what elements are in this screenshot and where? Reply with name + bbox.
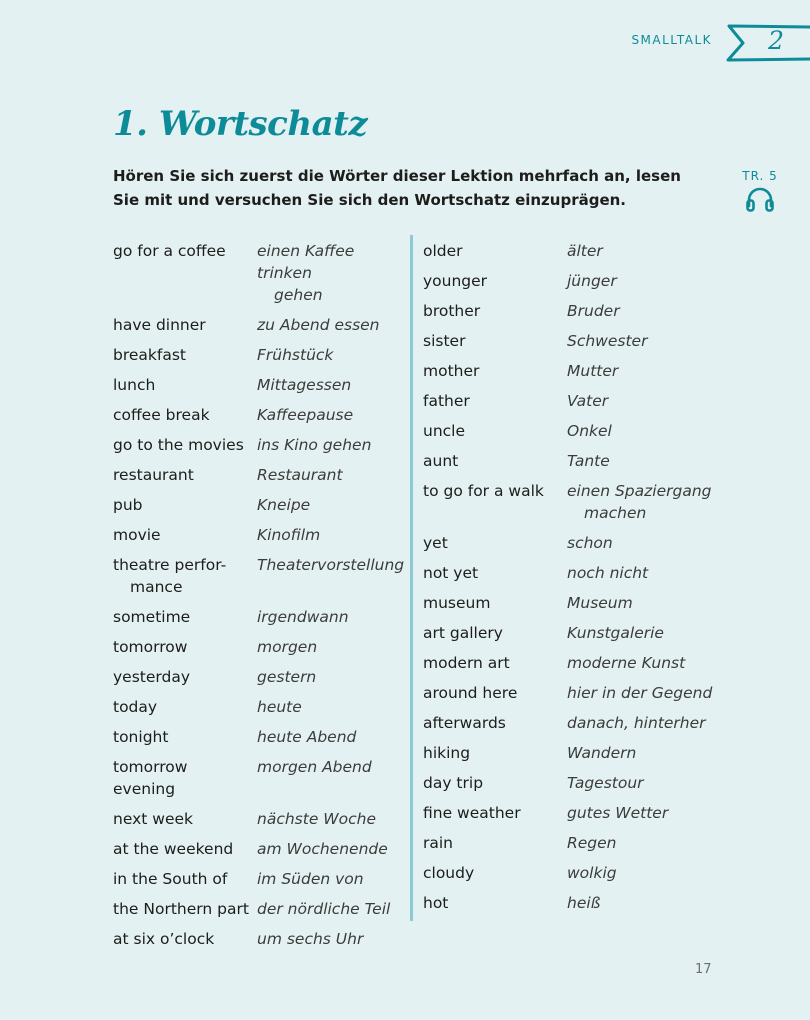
chapter-number: 2 — [768, 26, 784, 55]
english-term-line: aunt — [423, 452, 459, 470]
english-term-line: afterwards — [423, 714, 506, 732]
english-term — [113, 666, 257, 688]
german-translation — [257, 494, 403, 516]
german-translation-line: Mittagessen — [257, 376, 352, 394]
english-term — [423, 300, 567, 322]
english-term-line: day trip — [423, 774, 484, 792]
german-translation — [257, 314, 403, 336]
vocab-row — [113, 726, 403, 748]
german-translation — [567, 832, 723, 854]
english-term — [113, 434, 257, 456]
german-translation-line: heute — [257, 698, 302, 716]
german-translation — [567, 450, 723, 472]
german-translation-line: Regen — [567, 834, 617, 852]
german-translation-line: gestern — [257, 668, 317, 686]
german-translation — [567, 270, 723, 292]
english-term-line: coffee break — [113, 406, 210, 424]
vocab-row — [113, 606, 403, 628]
german-translation — [567, 240, 723, 262]
english-term — [113, 726, 257, 748]
english-term — [113, 344, 257, 366]
german-translation-line: gutes Wetter — [567, 804, 669, 822]
english-term — [113, 868, 257, 890]
english-term — [423, 450, 567, 472]
english-term — [113, 494, 257, 516]
english-term-line: yesterday — [113, 668, 191, 686]
english-term — [113, 898, 257, 920]
vocab-row — [423, 742, 723, 764]
german-translation — [257, 808, 403, 830]
german-translation — [567, 742, 723, 764]
german-translation-line: Tante — [567, 452, 610, 470]
english-term — [423, 480, 567, 524]
english-term-line: mance — [130, 578, 183, 596]
vocab-row — [113, 434, 403, 456]
english-term-line: lunch — [113, 376, 156, 394]
english-term-line: mother — [423, 362, 480, 380]
german-translation — [567, 300, 723, 322]
german-translation-line: Mutter — [567, 362, 619, 380]
german-translation-line: Tagestour — [567, 774, 644, 792]
german-translation-line: gehen — [274, 286, 323, 304]
english-term-line: to go for a walk — [423, 482, 544, 500]
german-translation-line: Kunstgalerie — [567, 624, 664, 642]
english-term — [113, 524, 257, 546]
german-translation — [567, 802, 723, 824]
english-term — [113, 314, 257, 336]
german-translation — [567, 360, 723, 382]
english-term-line: today — [113, 698, 158, 716]
german-translation-line: ins Kino gehen — [257, 436, 372, 454]
vocab-row — [423, 682, 723, 704]
vocab-row — [423, 300, 723, 322]
vocab-row — [113, 928, 403, 950]
english-term-line: cloudy — [423, 864, 475, 882]
english-term — [423, 532, 567, 554]
german-translation-line: Restaurant — [257, 466, 343, 484]
english-term-line: uncle — [423, 422, 466, 440]
german-translation — [567, 330, 723, 352]
vocab-row — [423, 420, 723, 442]
vocab-row — [423, 240, 723, 262]
german-translation — [567, 892, 723, 914]
german-translation-line: Wandern — [567, 744, 637, 762]
english-term — [423, 772, 567, 794]
english-term — [113, 240, 257, 306]
vocab-list-right — [423, 240, 723, 922]
german-translation-line: morgen Abend — [257, 758, 372, 776]
english-term — [423, 802, 567, 824]
english-term-line: yet — [423, 534, 448, 552]
german-translation-line: einen Kaffee trinken — [257, 242, 355, 282]
german-translation — [257, 374, 403, 396]
english-term — [113, 404, 257, 426]
german-translation — [257, 838, 403, 860]
vocab-row — [423, 562, 723, 584]
english-term-line: at the weekend — [113, 840, 234, 858]
vocab-row — [113, 554, 403, 598]
vocab-row — [423, 862, 723, 884]
vocab-row — [423, 712, 723, 734]
vocab-row — [423, 270, 723, 292]
german-translation — [257, 726, 403, 748]
german-translation-line: noch nicht — [567, 564, 649, 582]
german-translation — [257, 524, 403, 546]
german-translation — [257, 696, 403, 718]
english-term-line: not yet — [423, 564, 479, 582]
english-term-line: museum — [423, 594, 491, 612]
english-term — [423, 240, 567, 262]
english-term-line: at six o’clock — [113, 930, 215, 948]
german-translation-line: Bruder — [567, 302, 620, 320]
german-translation — [567, 420, 723, 442]
vocab-row — [423, 480, 723, 524]
english-term — [113, 928, 257, 950]
german-translation — [567, 562, 723, 584]
german-translation — [257, 666, 403, 688]
english-term-line: in the South of — [113, 870, 228, 888]
english-term — [423, 420, 567, 442]
english-term-line: tomorrow evening — [113, 758, 188, 798]
german-translation — [257, 404, 403, 426]
german-translation-line: heiß — [567, 894, 601, 912]
english-term-line: have dinner — [113, 316, 206, 334]
english-term — [423, 712, 567, 734]
vocab-row — [113, 696, 403, 718]
german-translation-line: nächste Woche — [257, 810, 376, 828]
german-translation-line: um sechs Uhr — [257, 930, 364, 948]
vocab-row — [113, 666, 403, 688]
page-title: 1. Wortschatz — [113, 104, 368, 144]
chapter-label: SMALLTALK — [631, 33, 712, 47]
english-term-line: next week — [113, 810, 193, 828]
english-term-line: pub — [113, 496, 143, 514]
german-translation-line: hier in der Gegend — [567, 684, 713, 702]
german-translation — [257, 554, 404, 598]
vocab-row — [113, 898, 403, 920]
german-translation — [257, 344, 403, 366]
vocab-row — [113, 404, 403, 426]
vocab-row — [113, 808, 403, 830]
german-translation — [257, 898, 403, 920]
german-translation — [567, 712, 723, 734]
english-term-line: movie — [113, 526, 161, 544]
english-term — [423, 360, 567, 382]
vocab-row — [113, 838, 403, 860]
german-translation-line: machen — [584, 504, 647, 522]
english-term — [113, 554, 257, 598]
german-translation-line: Vater — [567, 392, 609, 410]
english-term-line: go to the movies — [113, 436, 244, 454]
vocab-row — [423, 802, 723, 824]
vocab-row — [423, 772, 723, 794]
vocab-row — [423, 450, 723, 472]
english-term-line: rain — [423, 834, 454, 852]
english-term — [423, 682, 567, 704]
vocab-row — [113, 240, 403, 306]
english-term — [423, 270, 567, 292]
english-term — [113, 464, 257, 486]
intro-text: Hören Sie sich zuerst die Wörter dieser Lektion mehrfach an, lesen Sie mit und versuchen Sie sich den Wortschatz einzuprägen. — [113, 167, 681, 209]
german-translation-line: wolkig — [567, 864, 617, 882]
english-term — [113, 374, 257, 396]
english-term — [113, 808, 257, 830]
german-translation — [567, 622, 723, 644]
english-term — [113, 838, 257, 860]
audio-track[interactable] — [740, 168, 780, 212]
vocab-row — [423, 622, 723, 644]
english-term — [423, 652, 567, 674]
english-term — [113, 606, 257, 628]
english-term-line: fine weather — [423, 804, 521, 822]
german-translation — [257, 240, 403, 306]
german-translation — [257, 434, 403, 456]
page-number: 17 — [695, 962, 712, 977]
english-term-line: sister — [423, 332, 466, 350]
english-term — [113, 696, 257, 718]
german-translation — [257, 756, 403, 800]
english-term-line: restaurant — [113, 466, 194, 484]
german-translation-line: irgendwann — [257, 608, 349, 626]
english-term-line: theatre perfor- — [113, 556, 227, 574]
vocab-row — [113, 464, 403, 486]
vocab-row — [423, 360, 723, 382]
english-term — [423, 330, 567, 352]
english-term-line: older — [423, 242, 463, 260]
german-translation-line: der nördliche Teil — [257, 900, 391, 918]
german-translation — [257, 868, 403, 890]
english-term — [423, 892, 567, 914]
english-term — [423, 832, 567, 854]
german-translation — [567, 592, 723, 614]
german-translation-line: danach, hinterher — [567, 714, 706, 732]
vocab-row — [113, 868, 403, 890]
english-term — [113, 636, 257, 658]
english-term-line: art gallery — [423, 624, 503, 642]
german-translation-line: Theatervorstellung — [257, 556, 405, 574]
german-translation-line: schon — [567, 534, 613, 552]
german-translation-line: Onkel — [567, 422, 612, 440]
german-translation-line: morgen — [257, 638, 318, 656]
english-term-line: around here — [423, 684, 518, 702]
vocab-row — [113, 374, 403, 396]
vocab-row — [423, 390, 723, 412]
english-term-line: tonight — [113, 728, 169, 746]
german-translation-line: im Süden von — [257, 870, 364, 888]
english-term-line: go for a coffee — [113, 242, 226, 260]
english-term-line: sometime — [113, 608, 191, 626]
vocab-row — [423, 892, 723, 914]
vocab-row — [113, 344, 403, 366]
german-translation-line: am Wochenende — [257, 840, 388, 858]
vocab-row — [423, 652, 723, 674]
english-term — [113, 756, 257, 800]
german-translation-line: heute Abend — [257, 728, 357, 746]
german-translation — [567, 862, 723, 884]
english-term-line: younger — [423, 272, 488, 290]
german-translation-line: Museum — [567, 594, 633, 612]
german-translation-line: älter — [567, 242, 603, 260]
vocab-row — [113, 494, 403, 516]
german-translation-line: Kaffeepause — [257, 406, 354, 424]
english-term — [423, 742, 567, 764]
english-term-line: hot — [423, 894, 449, 912]
german-translation — [257, 464, 403, 486]
german-translation — [567, 682, 723, 704]
german-translation — [567, 652, 723, 674]
german-translation — [257, 928, 403, 950]
vocab-row — [113, 314, 403, 336]
german-translation-line: jünger — [567, 272, 617, 290]
english-term — [423, 862, 567, 884]
column-divider — [410, 235, 413, 921]
german-translation-line: Kneipe — [257, 496, 311, 514]
track-label: TR. 5 — [742, 169, 778, 183]
german-translation — [567, 390, 723, 412]
english-term-line: brother — [423, 302, 481, 320]
vocab-row — [423, 532, 723, 554]
german-translation-line: einen Spaziergang — [567, 482, 712, 500]
vocab-list-left — [113, 240, 403, 958]
english-term-line: modern art — [423, 654, 510, 672]
headphones-icon — [745, 186, 775, 212]
german-translation-line: Kinofilm — [257, 526, 321, 544]
english-term-line: hiking — [423, 744, 471, 762]
vocab-row — [113, 636, 403, 658]
vocab-row — [113, 756, 403, 800]
english-term — [423, 390, 567, 412]
english-term — [423, 562, 567, 584]
vocab-row — [423, 330, 723, 352]
german-translation-line: moderne Kunst — [567, 654, 686, 672]
english-term-line: the Northern part — [113, 900, 249, 918]
german-translation-line: zu Abend essen — [257, 316, 380, 334]
german-translation-line: Frühstück — [257, 346, 334, 364]
german-translation — [567, 772, 723, 794]
vocab-row — [423, 832, 723, 854]
vocab-row — [113, 524, 403, 546]
english-term — [423, 592, 567, 614]
german-translation — [567, 532, 723, 554]
english-term-line: tomorrow — [113, 638, 188, 656]
english-term-line: breakfast — [113, 346, 186, 364]
english-term — [423, 622, 567, 644]
vocab-row — [423, 592, 723, 614]
german-translation-line: Schwester — [567, 332, 648, 350]
german-translation — [567, 480, 723, 524]
german-translation — [257, 636, 403, 658]
german-translation — [257, 606, 403, 628]
english-term-line: father — [423, 392, 470, 410]
